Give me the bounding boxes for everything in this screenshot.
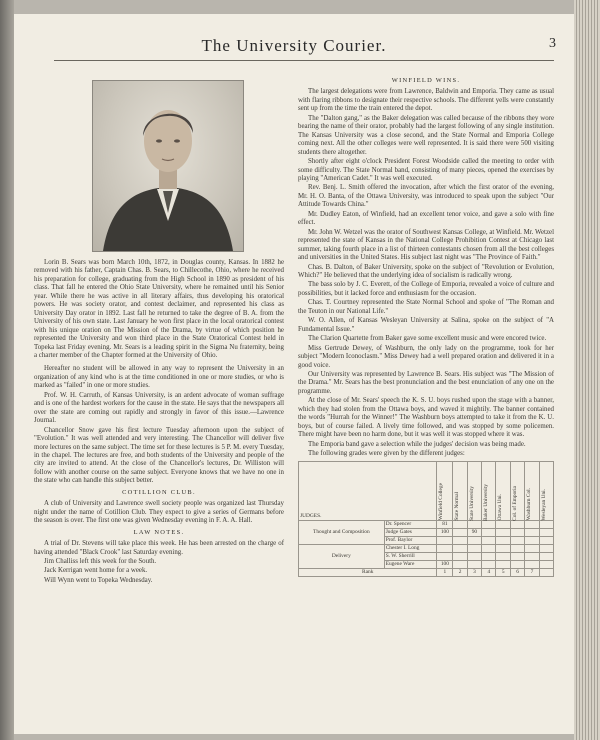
score-cell — [482, 521, 496, 529]
college-header: Col. of Emporia — [510, 462, 524, 521]
score-cell — [467, 561, 481, 569]
article-paragraph: Hereafter no student will be allowed in any way to represent the University in an organization of any kind who is at the time conditioned in one or more studies, or who is marked as "failed" in one or more studies. — [34, 365, 284, 390]
score-cell — [482, 561, 496, 569]
rank-cell: 4 — [482, 569, 496, 577]
score-cell — [525, 529, 539, 537]
score-cell: 90 — [467, 529, 481, 537]
score-cell — [525, 553, 539, 561]
article-paragraph: The following grades were given by the different judges: — [308, 450, 465, 458]
score-cell — [525, 545, 539, 553]
article-paragraph: Miss Gertrude Dewey, of Washburn, the only lady on the programme, took for her subject "Modern Iconoclasm." Miss Dewey had a well prepared oration and delivered it in a good voice. — [298, 344, 554, 369]
newspaper-title: The University Courier. — [201, 36, 387, 55]
article-paragraph: Chas. T. Courtney represented the State Normal School and spoke of "The Roman and the Teuton in our National Life." — [298, 299, 554, 315]
judge-name: Eugene Ware — [384, 561, 437, 569]
college-header: Ottawa Uni. — [496, 462, 510, 521]
score-cell — [539, 521, 553, 529]
article-paragraph: Chancellor Snow gave his first lecture Tuesday afternoon upon the subject of "Evolution." It was well attended and very interesting. The Chancellor will deliver five more lectures on the same subject. The time set for these lectures is 5 P. M. every Tuesday, in the chapel. The lectures are free, and both students of the University and people of the city are invited to attend. At the close of the Chancellor's lectures, Dr. Williston will follow with another course on the same subject. Everyone knows that we have no one in the state who can handle this subject better. — [34, 426, 284, 485]
article-paragraph: The Emporia band gave a selection while the judges' decision was being made. — [308, 440, 526, 448]
rank-cell: 1 — [437, 569, 453, 577]
college-header: Wesleyan Uni. — [539, 462, 553, 521]
article-paragraph: The bass solo by J. C. Everett, of the College of Emporia, revealed a voice of culture and possibilities, but it lacked force and enthusiasm for the occasion. — [298, 281, 554, 297]
article-paragraph: Our University was represented by Lawrence B. Sears. His subject was "The Mission of the Drama." Mr. Sears has the best pronunciation and the best enunciation of any one on the programme. — [298, 370, 554, 395]
judge-row — [299, 521, 554, 529]
score-cell — [510, 561, 524, 569]
article-paragraph: Mr. Dudley Eaton, of Winfield, had an excellent tenor voice, and gave a solo with fine effect. — [298, 210, 554, 227]
score-cell — [453, 537, 467, 545]
article-paragraph: Prof. W. H. Carruth, of Kansas University, is an ardent advocate of woman suffrage and is one of the hardest workers for the cause in the state. He says that the newspapers all over the state are coming out rapidly and strongly in favor of this issue.—Lawrence Journal. — [34, 391, 284, 425]
score-cell — [496, 545, 510, 553]
college-header: Washburn Col. — [525, 462, 539, 521]
rank-label: Rank — [299, 569, 437, 577]
winfield-heading: WINFIELD WINS. — [391, 77, 461, 84]
score-cell — [482, 545, 496, 553]
score-cell — [525, 561, 539, 569]
score-cell — [496, 553, 510, 561]
header-rule — [54, 60, 554, 61]
judge-name: Prof. Baylor — [384, 537, 437, 545]
college-header: Baker University — [482, 462, 496, 521]
score-cell — [539, 561, 553, 569]
grades-table — [298, 461, 554, 577]
score-cell — [482, 537, 496, 545]
book-spine — [0, 0, 14, 740]
page-number: 3 — [549, 36, 556, 51]
score-cell — [437, 553, 453, 561]
note-line: Will Wynn went to Topeka Wednesday. — [44, 576, 153, 584]
score-cell — [510, 529, 524, 537]
portrait-photo — [92, 80, 244, 252]
score-cell — [453, 553, 467, 561]
score-cell — [510, 545, 524, 553]
criteria-group: Delivery — [299, 545, 385, 569]
article-paragraph: Chas. B. Dalton, of Baker University, spoke on the subject of "Revolution or Evolution, Which?" He believed that the underlying idea of socialism is radically wrong. — [298, 263, 554, 279]
score-cell — [453, 561, 467, 569]
note-line: Jack Kerrigan went home for a week. — [44, 567, 148, 575]
right-column — [298, 74, 554, 577]
score-cell — [496, 529, 510, 537]
note-line: Jim Challiss left this week for the South. — [44, 557, 157, 565]
judges-header: JUDGES. — [299, 462, 437, 521]
rank-cell: 2 — [453, 569, 467, 577]
college-header: State Normal — [453, 462, 467, 521]
judge-name: Judge Gates — [384, 529, 437, 537]
article-paragraph: Rev. Benj. L. Smith offered the invocation, after which the first orator of the evening, Mr. H. O. Banta, of the Ottawa University, was introduced to speak upon the subject "Our Attitude Towards China." — [298, 184, 554, 209]
rank-cell: 7 — [525, 569, 539, 577]
cotillion-heading: COTILLION CLUB. — [122, 488, 196, 496]
score-cell: 81 — [437, 521, 453, 529]
score-cell — [453, 521, 467, 529]
winfield-article — [298, 88, 554, 458]
score-cell — [539, 553, 553, 561]
score-cell — [496, 561, 510, 569]
article-paragraph: W. O. Allen, of Kansas Wesleyan University at Salina, spoke on the subject of "A Fundamental Issue." — [298, 317, 554, 333]
rank-cell: 6 — [510, 569, 524, 577]
article-paragraph: Shortly after eight o'clock President Forest Woodside called the meeting to order with some difficulty. The State Normal band, consisting of many pieces, opened the exercises by playing "American Cadet." It was well executed. — [298, 158, 554, 182]
judge-row — [299, 545, 554, 553]
portrait-caption: Lorin B. Sears was born March 10th, 1872, in Douglas county, Kansas. In 1882 he removed with his father, Captain Chas. B. Sears, to Chillecothe, Ohio, where he received his preparation for college, graduating from the High School in 1890 as president of his class. That fall he entered the Ohio State University, where he remained until his Senior year. While there he was active in all literary affairs, thus developing his oratorical powers. He was society orator, and contest declaimer, and represented his class as University Day orator in 1892. Last fall he returned to take the degree of B. A. from the University of his own state. Last January he won first place in the local oratorical contest with his unique oration on The Mission of the Drama, by virtue of which position he represented the University and won third place in the State Oratorical Contest held in Topeka last Friday evening. Mr. Sears is a leading spirit in the Sigma Nu fraternity, being a charter member of the Chapter formed at the University of Ohio. — [34, 259, 284, 359]
rank-cell: 5 — [496, 569, 510, 577]
score-cell — [467, 521, 481, 529]
score-cell — [467, 537, 481, 545]
score-cell — [539, 529, 553, 537]
grade-rows — [299, 521, 554, 569]
score-cell — [453, 545, 467, 553]
rank-cell — [539, 569, 553, 577]
article-paragraph: The largest delegations were from Lawrence, Baldwin and Emporia. They came as usual with flaring ribbons to designate their respective schools. The different yells were constantly sent up from the time the train entered the depot. — [298, 88, 554, 113]
article-paragraph: Mr. John W. Wetzel was the orator of Southwest Kansas College, at Winfield. Mr. Wetzel represented the state of Kansas in the National College Prohibition Contest at Chicago last summer, taking fourth place in a list of thirteen contestants chosen from all the best colleges and universities in the United States. His subject last night was "The Province of Faith." — [298, 228, 554, 262]
score-cell: 100 — [437, 529, 453, 537]
judge-name: S. W. Sherrill — [384, 553, 437, 561]
article-paragraph: The Clarion Quartette from Baker gave some excellent music and were encored twice. — [308, 335, 547, 343]
judge-name: Chester I. Long — [384, 545, 437, 553]
rank-cell: 3 — [467, 569, 481, 577]
score-cell — [510, 521, 524, 529]
score-cell — [539, 545, 553, 553]
score-cell — [539, 537, 553, 545]
score-cell — [453, 529, 467, 537]
score-cell — [525, 521, 539, 529]
score-cell — [510, 553, 524, 561]
page-edges — [574, 0, 600, 740]
left-column — [34, 74, 284, 586]
article-paragraph: A trial of Dr. Stevens will take place this week. He has been arrested on the charge of having attended "Black Crook" last Saturday evening. — [34, 540, 284, 556]
criteria-group: Thought and Composition — [299, 521, 385, 545]
score-cell — [467, 553, 481, 561]
college-header: Winfield College — [437, 462, 453, 521]
article-paragraph: The "Dalton gang," as the Baker delegation was called because of the ribbons they wore bearing the name of their orator, probably had the largest following of any single institution. The Kansas University was a close second, and the State Normal and Emporia College coming next. All the other colleges were well represented. It is said there were 500 visiting students there altogether. — [298, 114, 554, 156]
score-cell — [467, 545, 481, 553]
score-cell — [525, 537, 539, 545]
rank-row — [299, 569, 554, 577]
score-cell — [437, 537, 453, 545]
law-notes-heading: LAW NOTES. — [133, 528, 185, 536]
score-cell — [482, 553, 496, 561]
college-header: State University — [467, 462, 481, 521]
score-cell — [496, 521, 510, 529]
score-cell — [482, 529, 496, 537]
newspaper-page — [14, 14, 574, 734]
judge-name: Dr. Spencer — [384, 521, 437, 529]
score-cell: 100 — [437, 561, 453, 569]
article-paragraph: At the close of Mr. Sears' speech the K. S. U. boys rushed upon the stage with a banner, which they had stolen from the Ottawa boys, and waved it mightily. The banner contained the words "Hurrah for the Winner!" The Washburn boys attempted to take it from the K. U. boys, but of course failed. A lively time followed, and was stopped by some policemen. There might have been no harm done, but it was well it was stopped where it was. — [298, 397, 554, 439]
score-cell — [437, 545, 453, 553]
article-paragraph: A club of University and Lawrence swell society people was organized last Thursday night under the name of Cotillion Club. They expect to give a series of Germans before the season is over. The first one was given Wednesday evening in F. A. A. Hall. — [34, 500, 284, 525]
score-cell — [496, 537, 510, 545]
score-cell — [510, 537, 524, 545]
